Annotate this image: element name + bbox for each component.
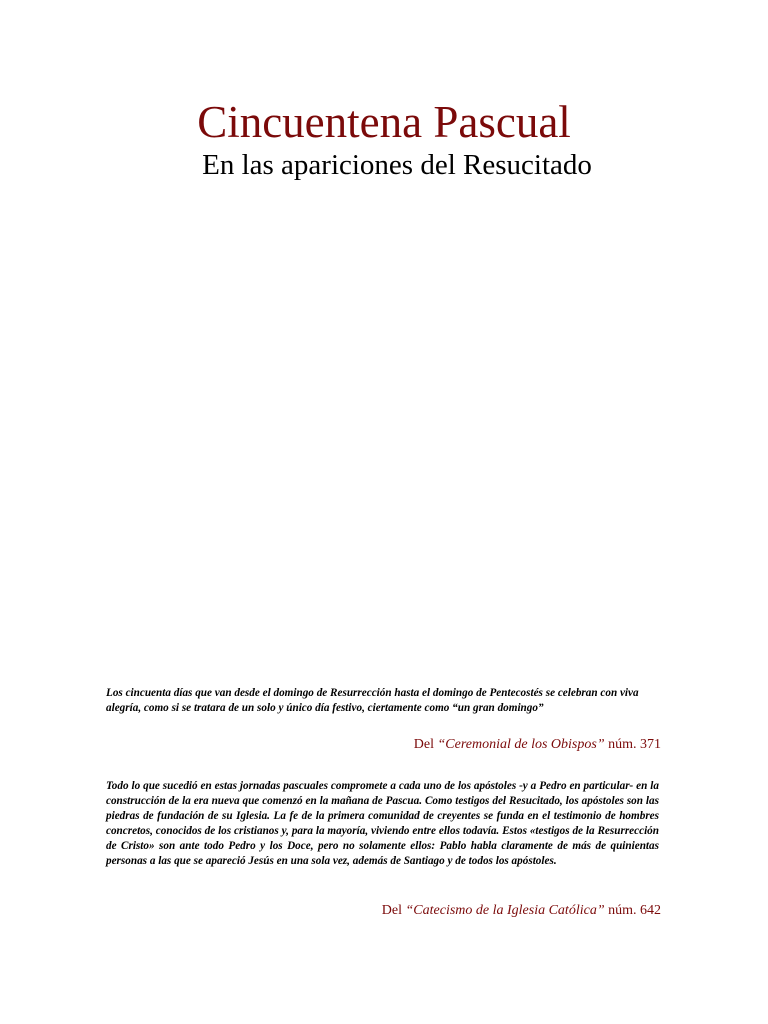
quote-catecismo: Todo lo que sucedió en estas jornadas pascuales compromete a cada uno de los apóstoles -y a Pedro en particular- en la construcción de la era nueva que comenzó en la mañana de Pascua. Como testigos del Resucitado, los apóstoles son las piedras de fundación de su Iglesia. La fe de la primera comunidad de creyentes se funda en el testimonio de hombres concretos, conocidos de los cristianos y, para la mayoría, viviendo entre ellos todavía. Estos «testigos de la Resurrección de Cristo» son ante todo Pedro y los Doce, pero no solamente ellos: Pablo habla claramente de más de quinientas personas a las que se apareció Jesús en una sola vez, además de Santiago y de todos los apóstoles. [106, 780, 659, 867]
source-catecismo [106, 902, 661, 920]
source-ceremonial [106, 736, 661, 754]
document-title: Cincuentena Pascual [197, 97, 571, 147]
document-subtitle: En las apariciones del Resucitado [202, 149, 592, 181]
source-prefix: Del [413, 737, 438, 752]
quote-ceremonial: Los cincuenta días que van desde el domingo de Resurrección hasta el domingo de Pentecostés se celebran con viva alegría, como si se tratara de un solo y único día festivo, ciertamente como “un gran domingo” [106, 687, 639, 714]
source-work-title: “Catecismo de la Iglesia Católica” [405, 903, 605, 918]
source-prefix: Del [381, 903, 406, 918]
source-number: núm. 642 [604, 903, 661, 918]
source-work-title: “Ceremonial de los Obispos” [437, 737, 605, 752]
source-number: núm. 371 [604, 737, 661, 752]
